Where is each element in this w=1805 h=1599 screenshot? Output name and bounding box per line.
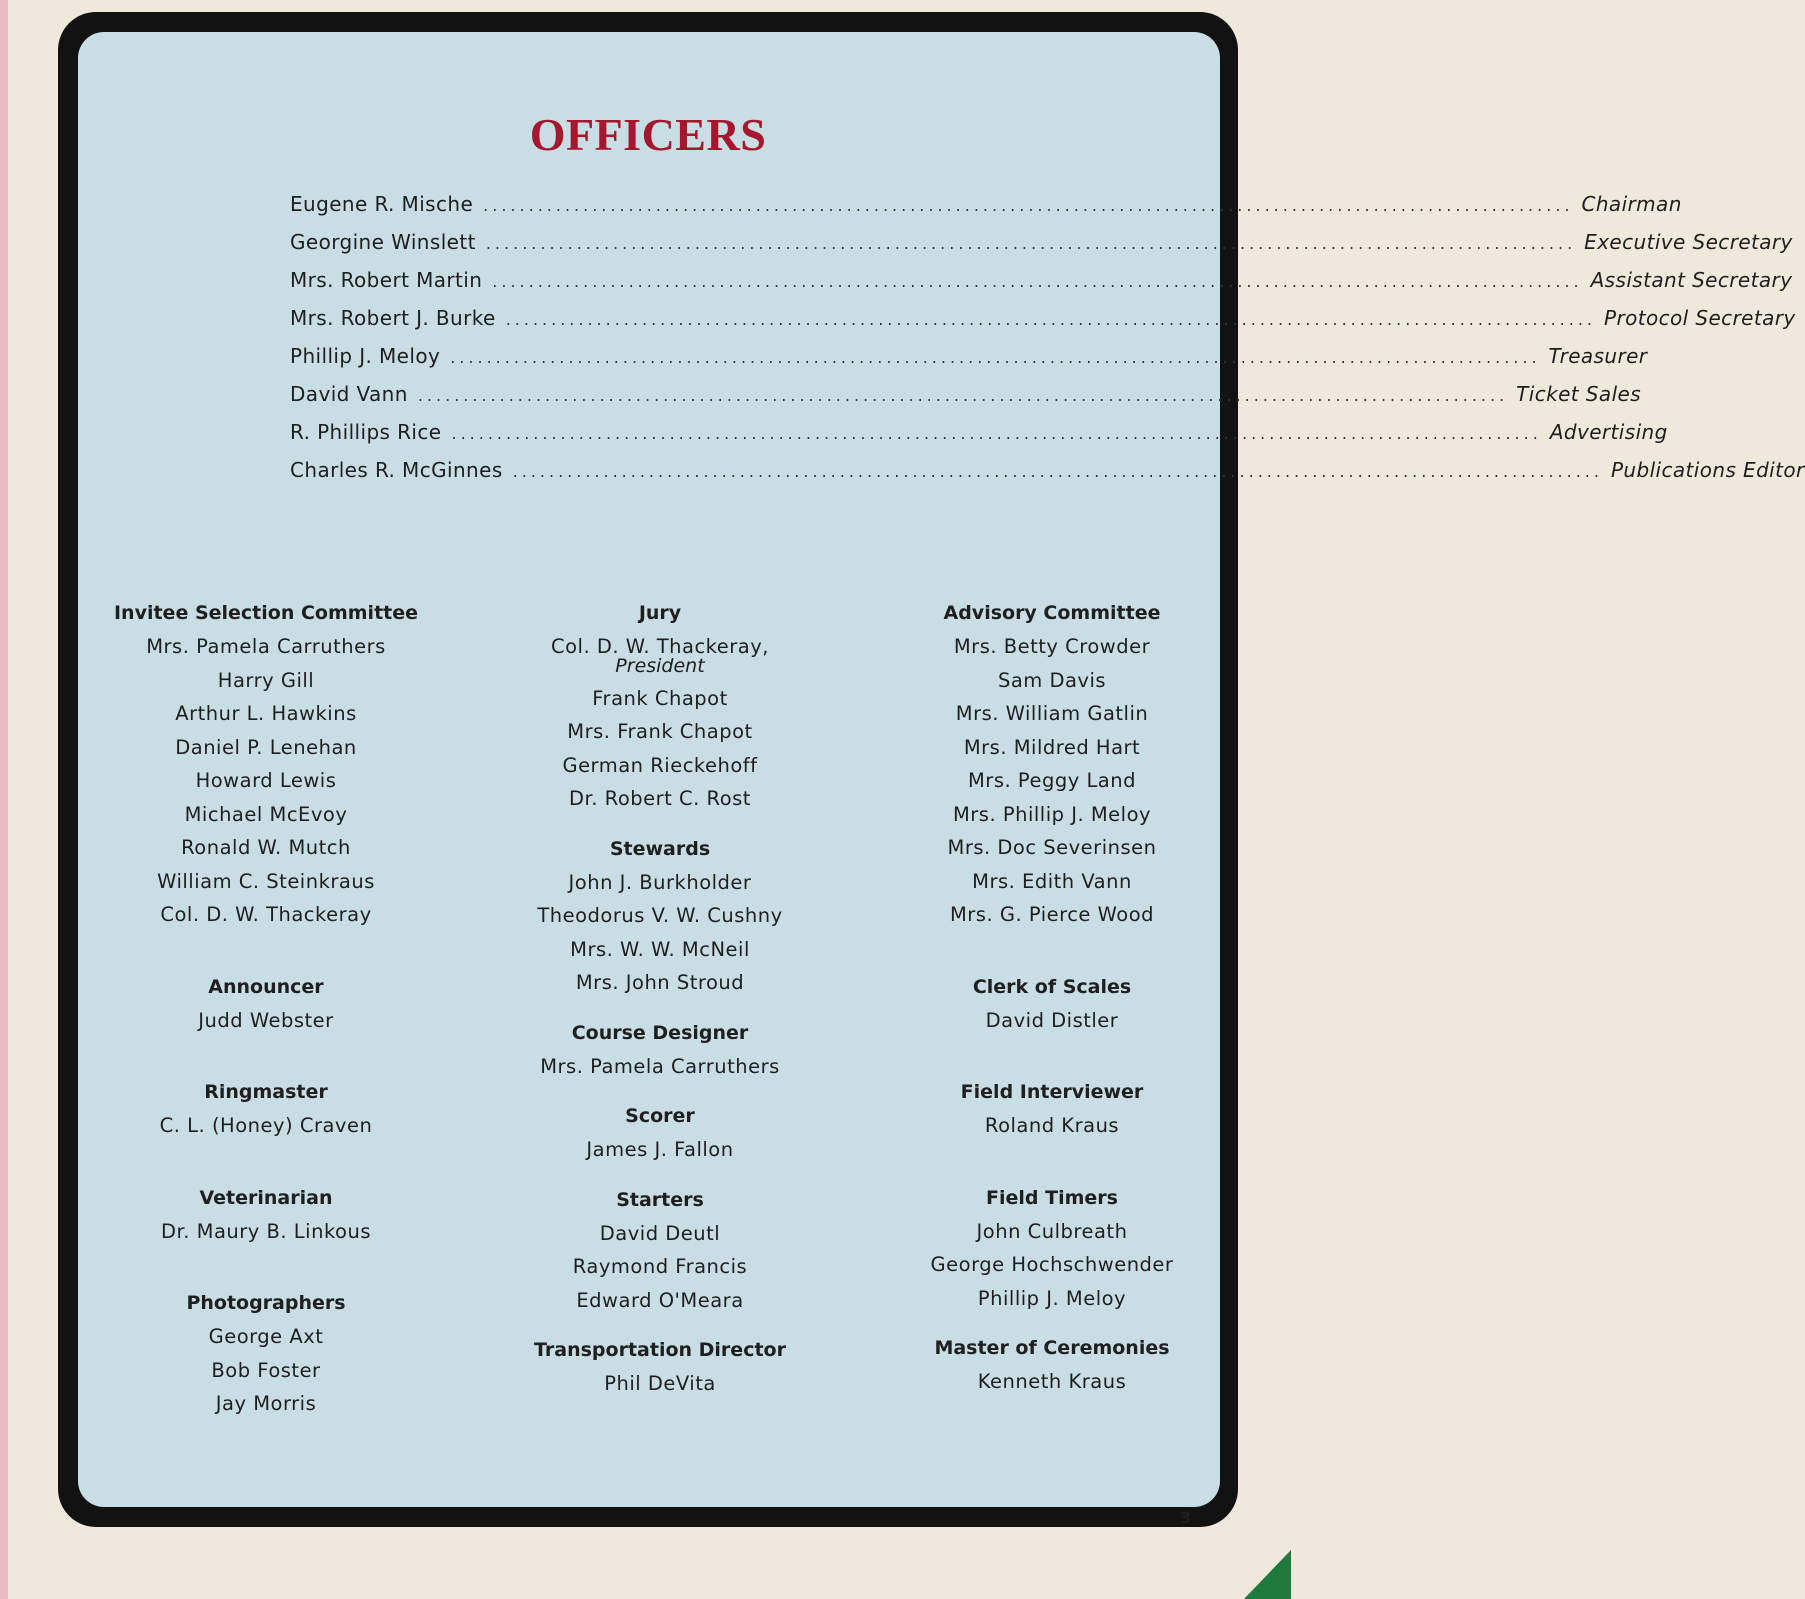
member-name: Arthur L. Hawkins — [175, 702, 357, 725]
member-name: Edward O'Meara — [576, 1288, 744, 1312]
member-name: German Rieckehoff — [562, 753, 758, 777]
member-name: Bob Foster — [211, 1358, 321, 1382]
member-name: Michael McEvoy — [184, 802, 348, 826]
ringmaster-heading: Ringmaster — [204, 1081, 328, 1103]
officer-row — [290, 420, 1668, 458]
scorer-heading: Scorer — [625, 1105, 695, 1127]
member-name: Roland Kraus — [984, 1114, 1120, 1137]
officer-role: Assistant Secretary — [1590, 268, 1793, 292]
officer-role: Ticket Sales — [1516, 382, 1642, 406]
page-number: 3 — [1180, 1508, 1192, 1527]
officer-row — [290, 268, 1793, 306]
officer-role: Advertising — [1549, 420, 1668, 444]
member-name: Mrs. Frank Chapot — [567, 720, 753, 743]
officer-row — [290, 458, 1805, 496]
member-name: Mrs. Edith Vann — [972, 869, 1132, 893]
officer-row — [290, 382, 1642, 420]
left-column — [66, 596, 466, 1421]
master-of-ceremonies-heading: Master of Ceremonies — [934, 1337, 1170, 1359]
officer-row — [290, 230, 1793, 268]
photographers-heading: Photographers — [186, 1292, 346, 1314]
member-name: Harry Gill — [217, 668, 315, 692]
member-name: Frank Chapot — [592, 686, 728, 710]
leader-dots: ........................................................................................................................ — [492, 272, 1583, 291]
member-name: Daniel P. Lenehan — [175, 735, 357, 759]
member-name: Theodorus V. W. Cushny — [537, 904, 783, 927]
field-interviewer-heading: Field Interviewer — [960, 1081, 1144, 1103]
right-column — [852, 596, 1252, 1399]
officer-name: Charles R. McGinnes — [290, 458, 503, 482]
member-name: Mrs. Peggy Land — [967, 769, 1136, 792]
officer-row — [290, 192, 1682, 230]
page-edge — [0, 0, 8, 1599]
officer-name: R. Phillips Rice — [290, 420, 442, 444]
officer-name: Phillip J. Meloy — [290, 344, 441, 368]
member-name: Col. D. W. Thackeray — [160, 903, 372, 926]
member-name: Kenneth Kraus — [977, 1370, 1127, 1393]
member-name: Mrs. W. W. McNeil — [570, 937, 750, 961]
jury-heading: Jury — [638, 602, 682, 624]
leader-dots: ........................................................................................................................ — [451, 424, 1542, 443]
veterinarian-heading: Veterinarian — [199, 1186, 333, 1209]
leader-dots: ........................................................................................................................ — [512, 462, 1603, 481]
clerk-of-scales-heading: Clerk of Scales — [972, 975, 1132, 998]
announcer-heading: Announcer — [208, 975, 324, 998]
member-name: Phillip J. Meloy — [977, 1286, 1127, 1310]
member-name: Mrs. Pamela Carruthers — [540, 1054, 780, 1078]
member-name: John J. Burkholder — [568, 870, 752, 894]
field-timers-heading: Field Timers — [986, 1186, 1118, 1209]
officer-role: Treasurer — [1548, 344, 1648, 368]
jury-president-title: President — [615, 654, 705, 677]
officer-name: Mrs. Robert Martin — [290, 268, 483, 292]
jury-president-name: Col. D. W. Thackeray, — [551, 635, 769, 658]
officers-list — [290, 192, 1805, 496]
member-name: Dr. Robert C. Rost — [569, 787, 751, 810]
officer-row — [290, 306, 1796, 344]
member-name: C. L. (Honey) Craven — [159, 1114, 373, 1137]
member-name: Mrs. William Gatlin — [955, 702, 1149, 725]
officer-name: Georgine Winslett — [290, 230, 476, 254]
member-name: Mrs. John Stroud — [575, 971, 745, 994]
member-name: David Distler — [985, 1008, 1119, 1032]
member-name: Ronald W. Mutch — [181, 836, 351, 859]
member-name: William C. Steinkraus — [157, 869, 375, 893]
member-name: George Axt — [208, 1325, 324, 1348]
member-name: Phil DeVita — [604, 1372, 716, 1395]
officer-name: Mrs. Robert J. Burke — [290, 306, 496, 330]
advisory-committee-heading: Advisory Committee — [943, 602, 1161, 624]
member-name: Mrs. Doc Severinsen — [947, 836, 1157, 859]
course-designer-heading: Course Designer — [571, 1021, 749, 1044]
leader-dots: ........................................................................................................................ — [483, 196, 1574, 215]
member-name: John Culbreath — [976, 1219, 1128, 1243]
member-name: David Deutl — [599, 1221, 721, 1245]
page-title: OFFICERS — [529, 109, 767, 160]
officer-role: Executive Secretary — [1584, 230, 1793, 254]
starters-heading: Starters — [616, 1188, 704, 1211]
member-name: Jay Morris — [215, 1392, 317, 1415]
leader-dots: ........................................................................................................................ — [485, 234, 1577, 253]
officer-name: Eugene R. Mische — [290, 192, 474, 216]
officer-role: Publications Editor — [1610, 458, 1805, 482]
middle-column — [460, 596, 860, 1401]
member-name: Mrs. Pamela Carruthers — [146, 635, 386, 658]
member-name: Mrs. Mildred Hart — [963, 735, 1141, 759]
member-name: Sam Davis — [997, 668, 1107, 692]
member-name: Dr. Maury B. Linkous — [161, 1219, 371, 1243]
transportation-director-heading: Transportation Director — [534, 1339, 786, 1361]
officer-role: Chairman — [1581, 192, 1682, 216]
leader-dots: ........................................................................................................................ — [450, 348, 1541, 367]
member-name: James J. Fallon — [586, 1138, 734, 1161]
page-corner-decoration — [1244, 1550, 1291, 1599]
invitee-committee-heading: Invitee Selection Committee — [113, 602, 419, 624]
member-name: Raymond Francis — [572, 1255, 748, 1278]
member-name: George Hochschwender — [930, 1253, 1174, 1276]
member-name: Mrs. Phillip J. Meloy — [952, 802, 1152, 826]
member-name: Mrs. G. Pierce Wood — [949, 903, 1155, 926]
member-name: Mrs. Betty Crowder — [953, 635, 1151, 658]
officer-name: David Vann — [290, 382, 408, 406]
leader-dots: ........................................................................................................................ — [417, 386, 1509, 405]
leader-dots: ........................................................................................................................ — [505, 310, 1596, 329]
stewards-heading: Stewards — [609, 837, 711, 860]
member-name: Howard Lewis — [195, 769, 337, 792]
officer-row — [290, 344, 1648, 382]
member-name: Judd Webster — [198, 1008, 334, 1032]
officer-role: Protocol Secretary — [1604, 306, 1796, 330]
